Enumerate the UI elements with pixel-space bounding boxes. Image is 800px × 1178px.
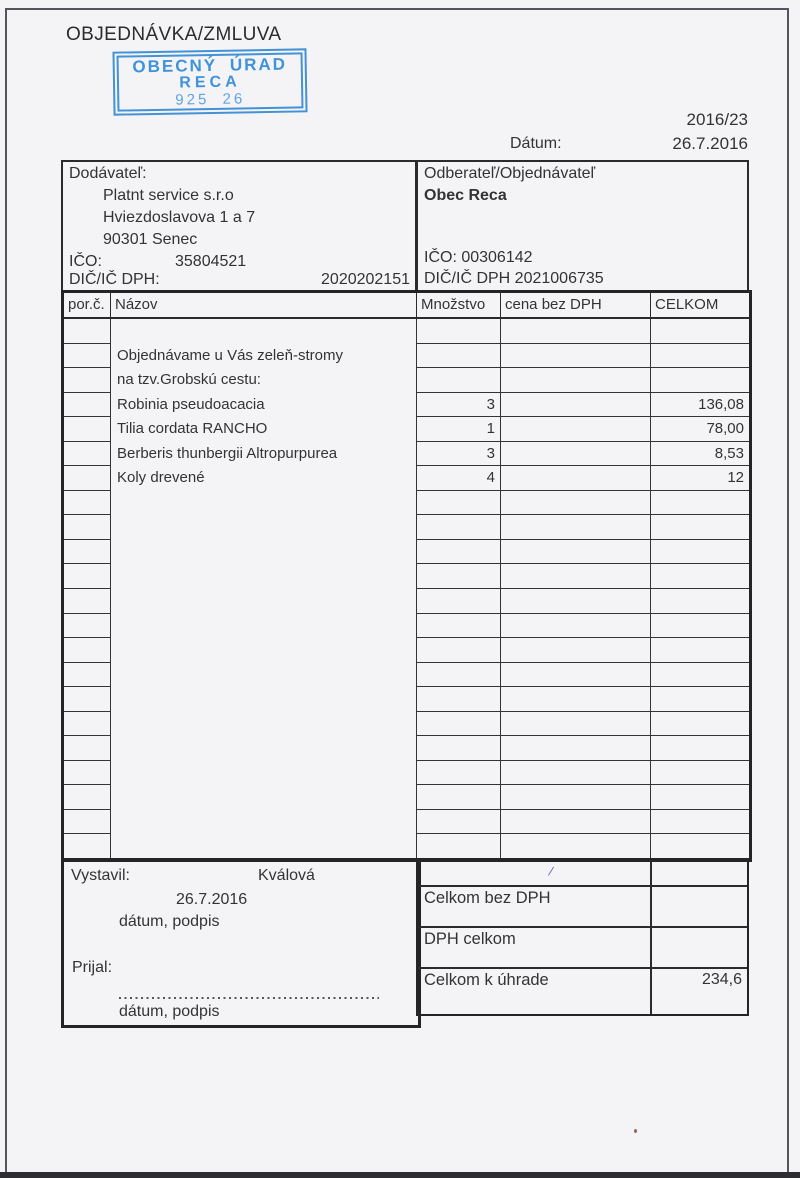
col-header-mnozstvo: Množstvo — [417, 293, 501, 317]
item-cell-mnozstvo-row11 — [417, 589, 501, 614]
scanner-edge-shadow — [0, 1172, 800, 1178]
summary-total-value: 234,6 — [650, 969, 747, 1014]
item-cell-mnozstvo-row14 — [417, 663, 501, 688]
item-cell-mnozstvo-row18 — [417, 761, 501, 786]
summary-vat-value — [650, 928, 747, 967]
supplier-ico-value: 35804521 — [175, 253, 247, 270]
item-cell-cena-row19 — [501, 785, 651, 810]
stamp-line-1: OBECNÝ ÚRAD — [132, 54, 288, 76]
item-cell-porc-row4 — [64, 417, 111, 442]
item-cell-mnozstvo-row17 — [417, 736, 501, 761]
item-cell-nazov-row2: na tzv.Grobskú cestu: — [111, 368, 417, 393]
item-cell-mnozstvo-row16 — [417, 712, 501, 737]
item-cell-celkom-row6: 12 — [651, 466, 749, 491]
summary-row-subtotal — [418, 887, 747, 928]
item-cell-porc-row21 — [64, 834, 111, 859]
item-cell-porc-row3 — [64, 393, 111, 418]
item-cell-nazov-row17 — [111, 736, 417, 761]
item-cell-mnozstvo-row5: 3 — [417, 442, 501, 467]
item-cell-porc-row15 — [64, 687, 111, 712]
item-cell-cena-row18 — [501, 761, 651, 786]
item-cell-cena-row5 — [501, 442, 651, 467]
item-cell-nazov-row11 — [111, 589, 417, 614]
item-cell-celkom-row4: 78,00 — [651, 417, 749, 442]
item-cell-mnozstvo-row6: 4 — [417, 466, 501, 491]
summary-total-label: Celkom k úhrade — [424, 971, 549, 989]
item-cell-nazov-row0 — [111, 319, 417, 344]
item-cell-mnozstvo-row9 — [417, 540, 501, 565]
item-cell-mnozstvo-row10 — [417, 564, 501, 589]
summary-subtotal-value — [650, 887, 747, 926]
item-cell-nazov-row16 — [111, 712, 417, 737]
item-cell-celkom-row20 — [651, 810, 749, 835]
col-header-cena: cena bez DPH — [501, 293, 651, 317]
item-cell-nazov-row12 — [111, 614, 417, 639]
item-cell-nazov-row6: Koly drevené — [111, 466, 417, 491]
item-cell-celkom-row5: 8,53 — [651, 442, 749, 467]
item-cell-porc-row13 — [64, 638, 111, 663]
customer-name: Obec Reca — [424, 187, 507, 204]
item-cell-celkom-row1 — [651, 344, 749, 369]
col-header-porc: por.č. — [64, 293, 111, 317]
document-number: 2016/23 — [686, 110, 748, 129]
item-cell-celkom-row17 — [651, 736, 749, 761]
item-cell-celkom-row12 — [651, 614, 749, 639]
summary-empty-row — [418, 860, 747, 887]
summary-row-vat — [418, 928, 747, 969]
item-cell-mnozstvo-row0 — [417, 319, 501, 344]
item-cell-celkom-row0 — [651, 319, 749, 344]
col-header-nazov: Názov — [111, 293, 417, 317]
supplier-name: Platnt service s.r.o — [103, 187, 234, 204]
item-cell-celkom-row16 — [651, 712, 749, 737]
item-cell-cena-row4 — [501, 417, 651, 442]
item-cell-cena-row11 — [501, 589, 651, 614]
item-cell-mnozstvo-row12 — [417, 614, 501, 639]
item-cell-cena-row15 — [501, 687, 651, 712]
item-cell-nazov-row13 — [111, 638, 417, 663]
item-cell-mnozstvo-row1 — [417, 344, 501, 369]
item-cell-cena-row17 — [501, 736, 651, 761]
issued-box — [61, 858, 421, 1028]
item-cell-celkom-row10 — [651, 564, 749, 589]
item-cell-celkom-row7 — [651, 491, 749, 516]
item-cell-celkom-row9 — [651, 540, 749, 565]
item-cell-nazov-row4: Tilia cordata RANCHO — [111, 417, 417, 442]
item-cell-cena-row0 — [501, 319, 651, 344]
item-cell-porc-row0 — [64, 319, 111, 344]
item-cell-porc-row14 — [64, 663, 111, 688]
item-cell-porc-row7 — [64, 491, 111, 516]
item-cell-cena-row6 — [501, 466, 651, 491]
stamp-line-3: 925 26 — [175, 89, 246, 109]
item-cell-celkom-row18 — [651, 761, 749, 786]
item-cell-mnozstvo-row4: 1 — [417, 417, 501, 442]
item-cell-cena-row10 — [501, 564, 651, 589]
signature-dotted-line — [119, 997, 379, 999]
item-cell-nazov-row20 — [111, 810, 417, 835]
page-title: OBJEDNÁVKA/ZMLUVA — [66, 24, 282, 45]
item-cell-cena-row1 — [501, 344, 651, 369]
item-cell-mnozstvo-row13 — [417, 638, 501, 663]
item-cell-celkom-row14 — [651, 663, 749, 688]
summary-subtotal-label: Celkom bez DPH — [424, 889, 551, 907]
issued-label: Vystavil: — [71, 867, 130, 884]
item-cell-cena-row21 — [501, 834, 651, 859]
item-cell-nazov-row21 — [111, 834, 417, 859]
supplier-ico-label: IČO: — [69, 253, 102, 270]
item-cell-mnozstvo-row8 — [417, 515, 501, 540]
item-cell-cena-row16 — [501, 712, 651, 737]
item-cell-mnozstvo-row15 — [417, 687, 501, 712]
item-cell-porc-row17 — [64, 736, 111, 761]
customer-dic: DIČ/IČ DPH 2021006735 — [424, 270, 604, 287]
customer-ico: IČO: 00306142 — [424, 249, 533, 266]
item-cell-mnozstvo-row7 — [417, 491, 501, 516]
items-header-row — [64, 293, 749, 319]
date-label: Dátum: — [510, 135, 562, 152]
supplier-label: Dodávateľ: — [69, 165, 147, 182]
items-table — [61, 290, 752, 862]
item-cell-celkom-row21 — [651, 834, 749, 859]
item-cell-celkom-row19 — [651, 785, 749, 810]
item-cell-mnozstvo-row20 — [417, 810, 501, 835]
summary-vat-label: DPH celkom — [424, 930, 516, 948]
item-cell-porc-row8 — [64, 515, 111, 540]
issued-name: Kválová — [258, 867, 315, 884]
item-cell-celkom-row3: 136,08 — [651, 393, 749, 418]
item-cell-mnozstvo-row21 — [417, 834, 501, 859]
issued-date: 26.7.2016 — [176, 891, 248, 908]
item-cell-celkom-row13 — [651, 638, 749, 663]
col-header-celkom: CELKOM — [655, 296, 719, 313]
supplier-box — [61, 160, 417, 292]
item-cell-nazov-row8 — [111, 515, 417, 540]
item-cell-porc-row18 — [64, 761, 111, 786]
office-stamp — [112, 48, 307, 115]
item-cell-porc-row10 — [64, 564, 111, 589]
summary-table — [416, 858, 749, 1016]
item-cell-mnozstvo-row2 — [417, 368, 501, 393]
issued-caption: dátum, podpis — [119, 913, 220, 930]
item-cell-nazov-row18 — [111, 761, 417, 786]
item-cell-cena-row8 — [501, 515, 651, 540]
item-cell-porc-row6 — [64, 466, 111, 491]
item-cell-cena-row7 — [501, 491, 651, 516]
item-cell-nazov-row7 — [111, 491, 417, 516]
item-cell-cena-row9 — [501, 540, 651, 565]
item-cell-porc-row19 — [64, 785, 111, 810]
item-cell-nazov-row5: Berberis thunbergii Altropurpurea — [111, 442, 417, 467]
item-cell-cena-row12 — [501, 614, 651, 639]
supplier-dic-value: 2020202151 — [321, 271, 410, 288]
stray-dot-mark — [634, 1129, 637, 1133]
item-cell-nazov-row15 — [111, 687, 417, 712]
item-cell-mnozstvo-row3: 3 — [417, 393, 501, 418]
item-cell-nazov-row19 — [111, 785, 417, 810]
supplier-city: 90301 Senec — [103, 231, 198, 248]
item-cell-nazov-row10 — [111, 564, 417, 589]
item-cell-celkom-row8 — [651, 515, 749, 540]
item-cell-cena-row20 — [501, 810, 651, 835]
item-cell-celkom-row15 — [651, 687, 749, 712]
item-cell-nazov-row9 — [111, 540, 417, 565]
item-cell-porc-row1 — [64, 344, 111, 369]
item-cell-porc-row2 — [64, 368, 111, 393]
summary-empty-label — [418, 860, 650, 885]
item-cell-cena-row2 — [501, 368, 651, 393]
office-stamp-inner-border — [117, 52, 304, 111]
stray-pen-mark — [548, 867, 560, 880]
item-cell-porc-row16 — [64, 712, 111, 737]
item-cell-nazov-row14 — [111, 663, 417, 688]
item-cell-cena-row3 — [501, 393, 651, 418]
item-cell-celkom-row2 — [651, 368, 749, 393]
item-cell-porc-row12 — [64, 614, 111, 639]
item-cell-porc-row9 — [64, 540, 111, 565]
item-cell-porc-row5 — [64, 442, 111, 467]
item-cell-cena-row14 — [501, 663, 651, 688]
received-caption: dátum, podpis — [119, 1003, 220, 1020]
supplier-dic-label: DIČ/IČ DPH: — [69, 271, 160, 288]
received-label: Prijal: — [72, 959, 113, 976]
item-cell-porc-row11 — [64, 589, 111, 614]
item-cell-nazov-row3: Robinia pseudoacacia — [111, 393, 417, 418]
customer-box — [416, 160, 749, 292]
item-cell-mnozstvo-row19 — [417, 785, 501, 810]
date-value: 26.7.2016 — [672, 134, 748, 153]
stamp-line-2: RECA — [179, 73, 241, 92]
supplier-street: Hviezdoslavova 1 a 7 — [103, 209, 256, 226]
item-cell-celkom-row11 — [651, 589, 749, 614]
item-cell-cena-row13 — [501, 638, 651, 663]
item-cell-nazov-row1: Objednávame u Vás zeleň-stromy — [111, 344, 417, 369]
item-cell-porc-row20 — [64, 810, 111, 835]
summary-row-total — [418, 969, 747, 1014]
summary-empty-value — [650, 860, 747, 885]
items-body — [64, 319, 749, 859]
customer-label: Odberateľ/Objednávateľ — [424, 165, 596, 182]
